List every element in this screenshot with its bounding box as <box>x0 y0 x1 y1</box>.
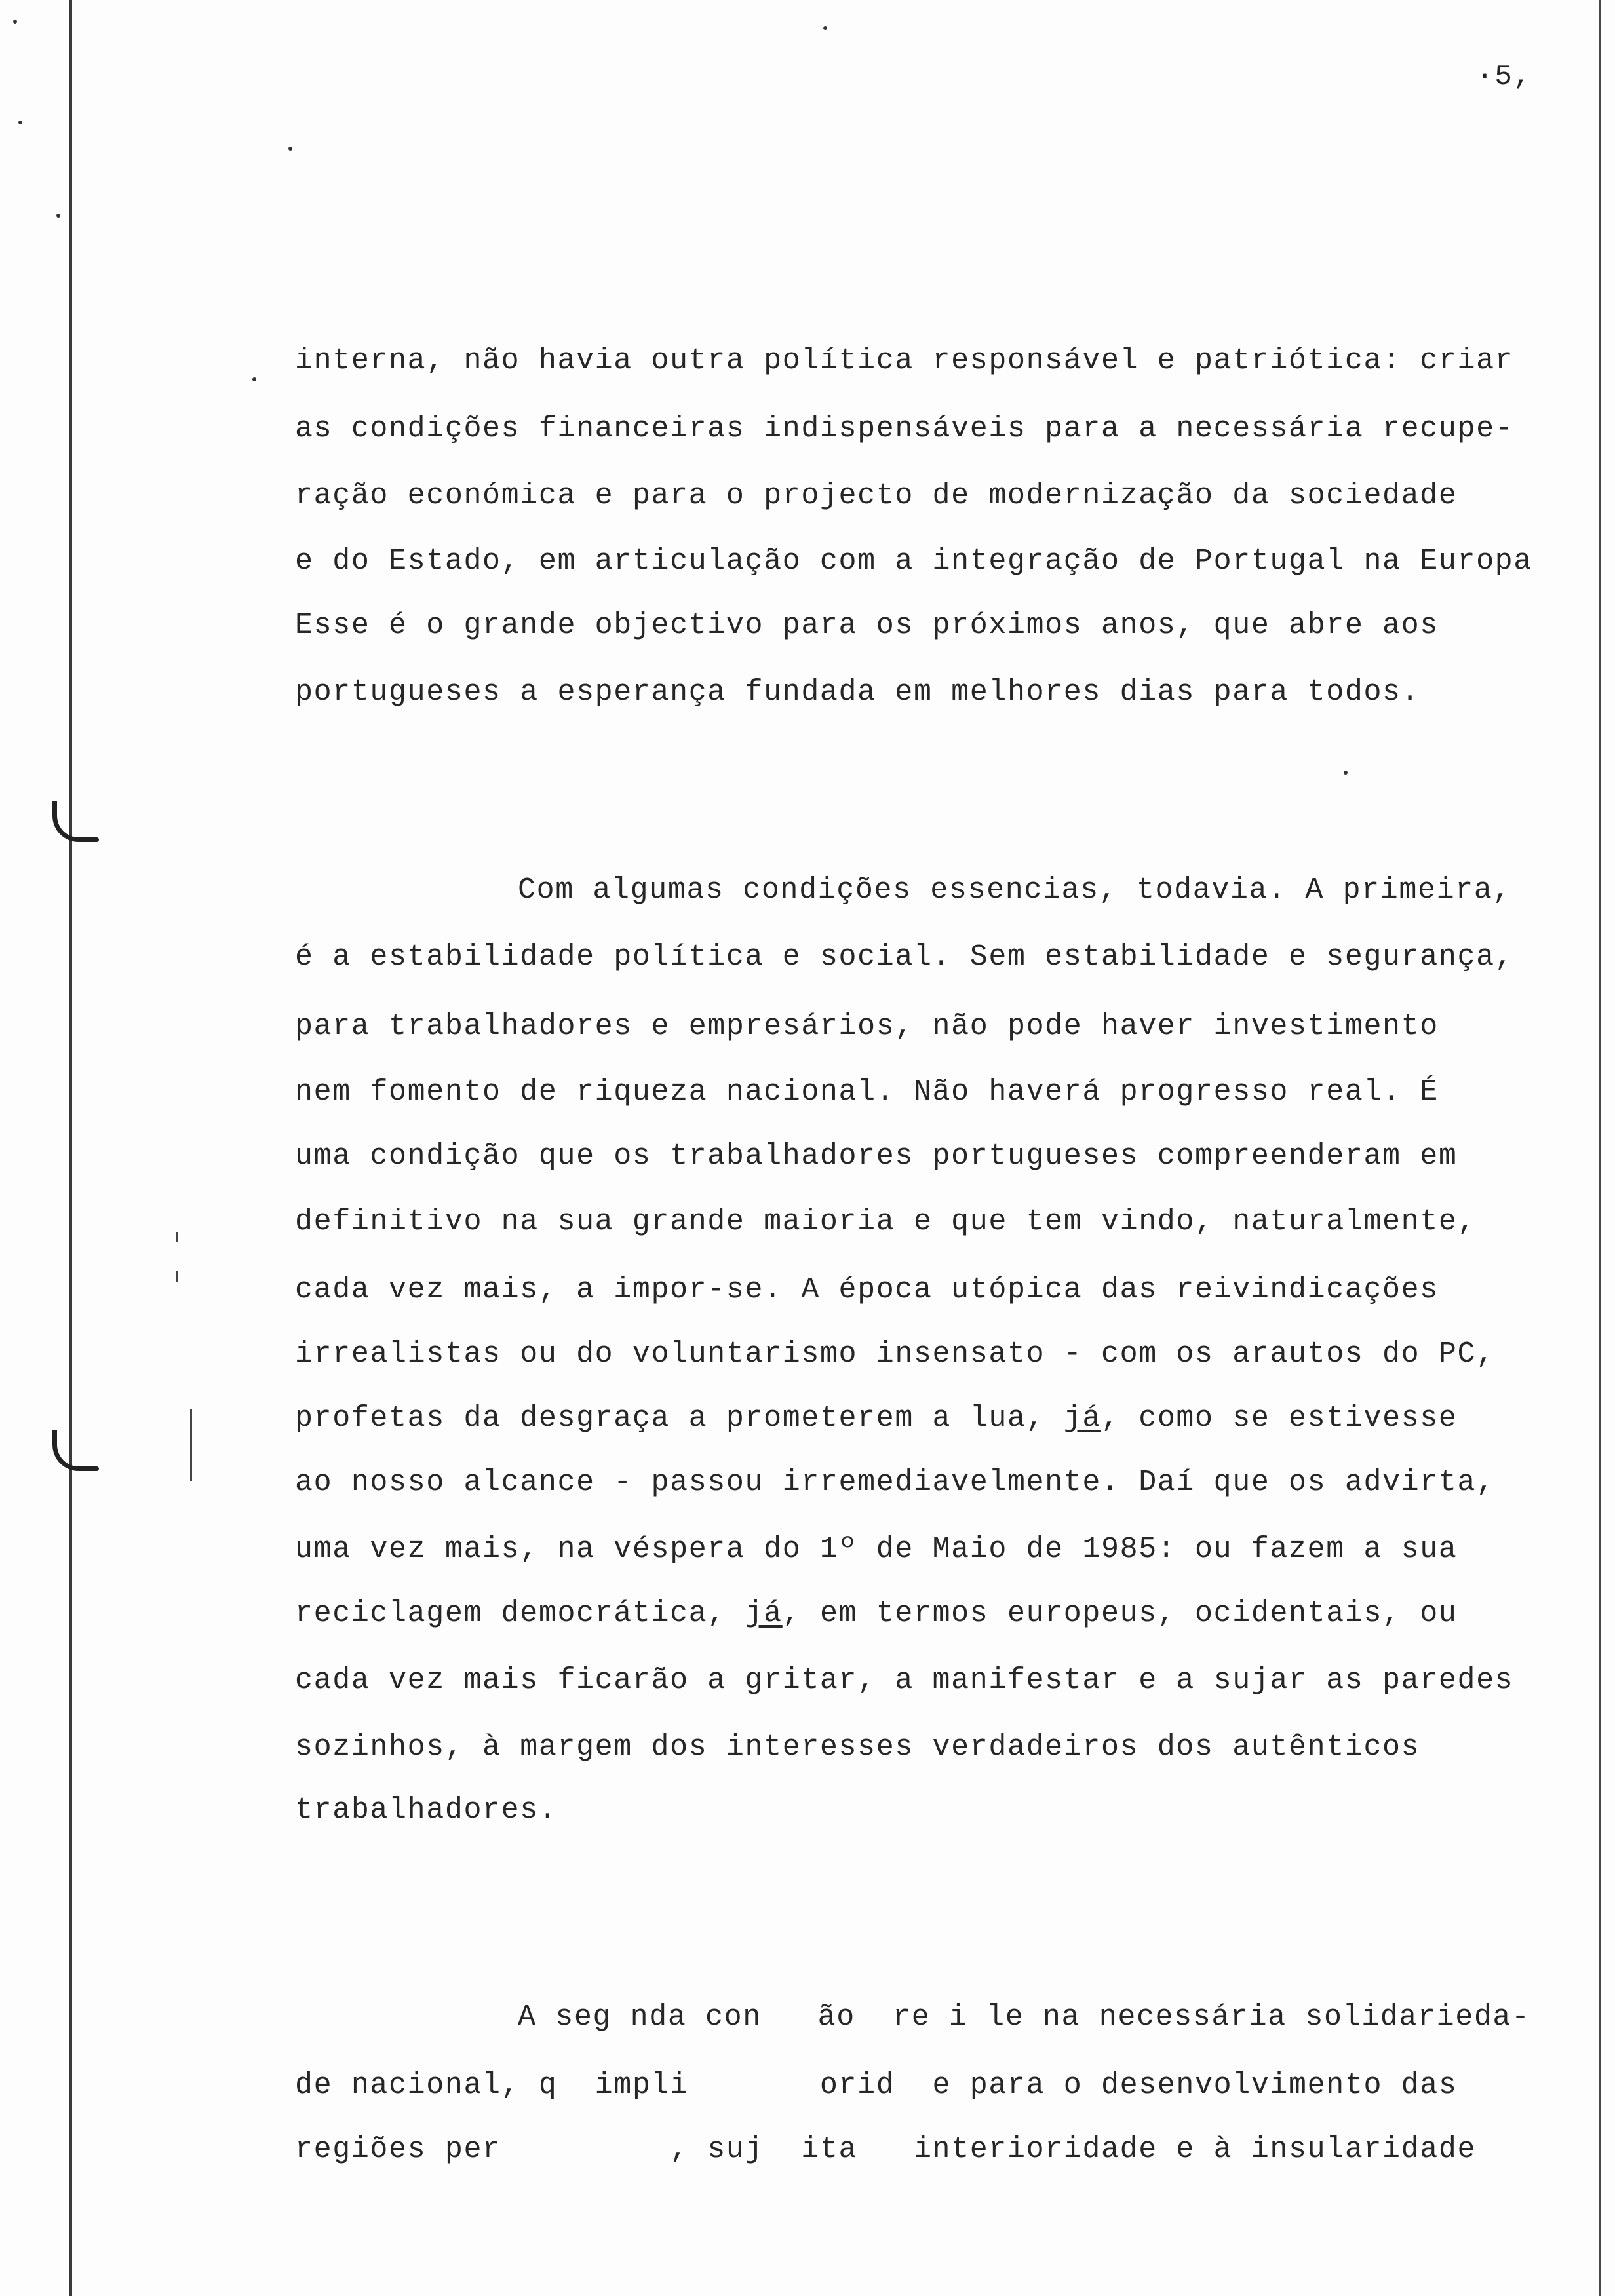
scan-speck <box>18 121 22 124</box>
text-line <box>295 1404 1457 1433</box>
text-line: de nacional, q impli orid e para o desenvolvimento das <box>295 2069 1458 2102</box>
scan-speck <box>823 26 827 30</box>
text-segment: profetas da desgraça a prometerem a lua, <box>295 1402 1064 1435</box>
page-number-comma: , <box>1513 60 1532 93</box>
text-line: ao nosso alcance - passou irremediavelmente. Daí que os advirta, <box>295 1466 1495 1499</box>
scan-speck <box>288 147 292 151</box>
text-line: Com algumas condições essencias, todavia. A primeira, <box>518 873 1512 907</box>
text-segment: , como se estivesse <box>1101 1402 1458 1435</box>
text-line: ração económica e para o projecto de modernização da sociedade <box>295 479 1458 512</box>
text-line: regiões per , suj ita interioridade e à insularidade <box>295 2133 1477 2166</box>
text-line: sozinhos, à margem dos interesses verdadeiros dos autênticos <box>295 1731 1420 1764</box>
text-line: as condições financeiras indispensáveis para a necessária recupe- <box>295 412 1514 446</box>
text-line: uma vez mais, na véspera do 1º de Maio de 1985: ou fazem a sua <box>295 1533 1458 1566</box>
text-line: irrealistas ou do voluntarismo insensato - com os arautos do PC, <box>295 1337 1495 1371</box>
page-number <box>1476 60 1532 93</box>
margin-tick <box>176 1271 178 1282</box>
text-line: uma condição que os trabalhadores portugueses compreenderam em <box>295 1139 1458 1173</box>
page-right-border <box>1599 0 1601 2296</box>
margin-bracket-mark <box>52 801 87 842</box>
underlined-word: já <box>745 1597 783 1630</box>
text-line: nem fomento de riqueza nacional. Não haverá progresso real. É <box>295 1075 1439 1109</box>
text-line <box>295 1599 1458 1628</box>
text-line: para trabalhadores e empresários, não pode haver investimento <box>295 1010 1439 1043</box>
page-number-value: 5 <box>1494 60 1513 93</box>
text-line: definitivo na sua grande maioria e que tem vindo, naturalmente, <box>295 1205 1477 1238</box>
text-line: Esse é o grande objectivo para os próximos anos, que abre aos <box>295 609 1439 642</box>
text-segment: reciclagem democrática, <box>295 1597 745 1630</box>
text-line: interna, não havia outra política responsável e patriótica: criar <box>295 344 1514 377</box>
text-line: é a estabilidade política e social. Sem estabilidade e segurança, <box>295 940 1514 974</box>
scan-speck <box>13 20 17 24</box>
page-left-border <box>69 0 72 2296</box>
underlined-word: já <box>1063 1402 1101 1435</box>
page-number-dot: · <box>1476 60 1495 93</box>
text-line: trabalhadores. <box>295 1793 558 1827</box>
text-segment: , em termos europeus, ocidentais, ou <box>782 1597 1458 1630</box>
margin-tick <box>190 1409 192 1481</box>
margin-tick <box>176 1232 178 1242</box>
scan-speck <box>1344 771 1348 775</box>
margin-bracket-mark <box>52 1430 87 1471</box>
text-line: e do Estado, em articulação com a integração de Portugal na Europa <box>295 545 1532 578</box>
text-line: portugueses a esperança fundada em melhores dias para todos. <box>295 676 1420 709</box>
scan-speck <box>252 377 256 381</box>
text-line: cada vez mais ficarão a gritar, a manifestar e a sujar as paredes <box>295 1664 1514 1697</box>
scan-speck <box>56 214 60 218</box>
text-line: cada vez mais, a impor-se. A época utópica das reivindicações <box>295 1273 1439 1307</box>
text-line: A seg nda con ão re i le na necessária solidarieda- <box>518 2000 1530 2034</box>
